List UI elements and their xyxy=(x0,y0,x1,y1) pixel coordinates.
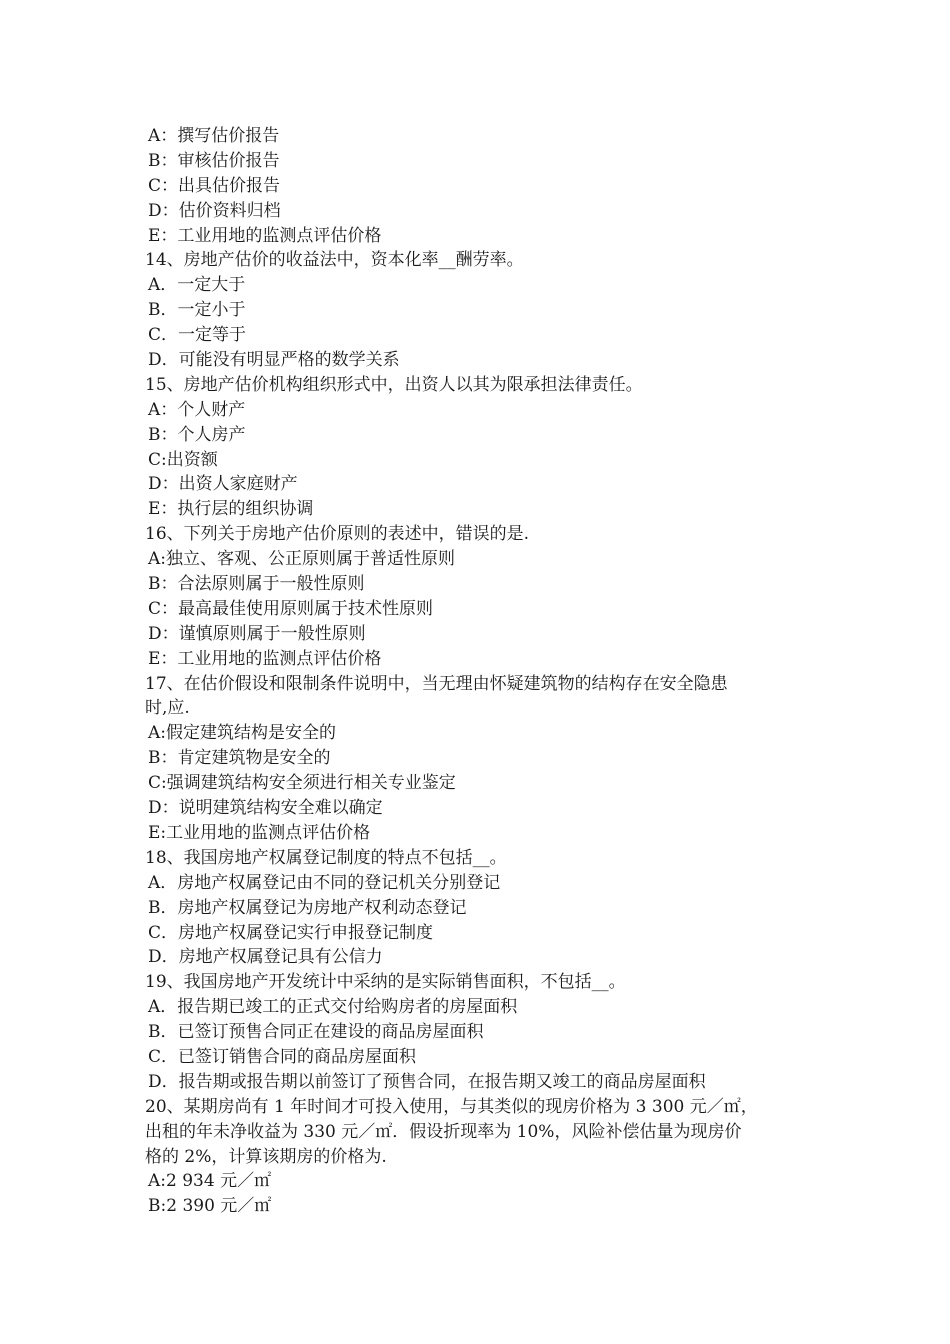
question-text: 20、某期房尚有 1 年时间才可投入使用，与其类似的现房价格为 3 300 元／㎡， xyxy=(145,1096,758,1117)
answer-option: A．报告期已竣工的正式交付给购房者的房屋面积 xyxy=(148,997,518,1018)
question-text: 15、房地产估价机构组织形式中，出资人以其为限承担法律责任。 xyxy=(145,374,643,395)
answer-option: D．可能没有明显严格的数学关系 xyxy=(148,350,400,371)
answer-option: D：估价资料归档 xyxy=(148,200,281,221)
answer-option: A：撰写估价报告 xyxy=(148,126,280,146)
answer-option: A:2 934 元／㎡ xyxy=(148,1171,272,1192)
question-text: 18、我国房地产权属登记制度的特点不包括__。 xyxy=(145,847,507,868)
answer-option: C:出资额 xyxy=(148,449,218,470)
answer-option: D：谨慎原则属于一般性原则 xyxy=(148,623,366,644)
question-text: 出租的年未净收益为 330 元／㎡．假设折现率为 10%，风险补偿估量为现房价 xyxy=(145,1121,742,1142)
answer-option: B：审核估价报告 xyxy=(148,150,280,171)
answer-option: D．报告期或报告期以前签订了预售合同，在报告期又竣工的商品房屋面积 xyxy=(148,1071,706,1092)
answer-option: A:假定建筑结构是安全的 xyxy=(148,723,337,744)
answer-option: D：出资人家庭财产 xyxy=(148,474,298,495)
answer-option: A．一定大于 xyxy=(148,275,246,296)
question-text: 格的 2%，计算该期房的价格为. xyxy=(145,1146,387,1167)
answer-option: C．已签订销售合同的商品房屋面积 xyxy=(148,1046,417,1067)
question-text: 时,应. xyxy=(145,698,190,719)
answer-option: E：执行层的组织协调 xyxy=(148,499,314,520)
answer-option: C：出具估价报告 xyxy=(148,175,281,196)
question-text: 17、在估价假设和限制条件说明中，当无理由怀疑建筑物的结构存在安全隐患 xyxy=(145,673,728,694)
answer-option: D：说明建筑结构安全难以确定 xyxy=(148,798,383,819)
question-text: 19、我国房地产开发统计中采纳的是实际销售面积，不包括__。 xyxy=(145,972,626,993)
answer-option: B：肯定建筑物是安全的 xyxy=(148,748,331,769)
answer-option: D．房地产权属登记具有公信力 xyxy=(148,947,383,968)
answer-option: C．房地产权属登记实行申报登记制度 xyxy=(148,922,434,943)
answer-option: E：工业用地的监测点评估价格 xyxy=(148,225,382,246)
answer-option: A:独立、客观、公正原则属于普适性原则 xyxy=(148,549,456,570)
answer-option: B．房地产权属登记为房地产权利动态登记 xyxy=(148,897,467,918)
answer-option: B：个人房产 xyxy=(148,424,246,445)
question-text: 16、下列关于房地产估价原则的表述中，错误的是. xyxy=(145,524,530,545)
question-text: 14、房地产估价的收益法中，资本化率__酬劳率。 xyxy=(145,250,524,271)
answer-option: C:强调建筑结构安全须进行相关专业鉴定 xyxy=(148,773,456,794)
answer-option: B:2 390 元／㎡ xyxy=(148,1196,272,1217)
answer-option: B：合法原则属于一般性原则 xyxy=(148,574,365,595)
answer-option: C．一定等于 xyxy=(148,325,247,346)
answer-option: B．一定小于 xyxy=(148,300,246,321)
answer-option: A：个人财产 xyxy=(148,399,246,420)
document-body xyxy=(145,124,815,1219)
answer-option: E:工业用地的监测点评估价格 xyxy=(148,822,371,843)
answer-option: B．已签订预售合同正在建设的商品房屋面积 xyxy=(148,1022,484,1043)
answer-option: A．房地产权属登记由不同的登记机关分别登记 xyxy=(148,872,501,893)
answer-option: E：工业用地的监测点评估价格 xyxy=(148,648,382,669)
answer-option: C：最高最佳使用原则属于技术性原则 xyxy=(148,598,434,619)
